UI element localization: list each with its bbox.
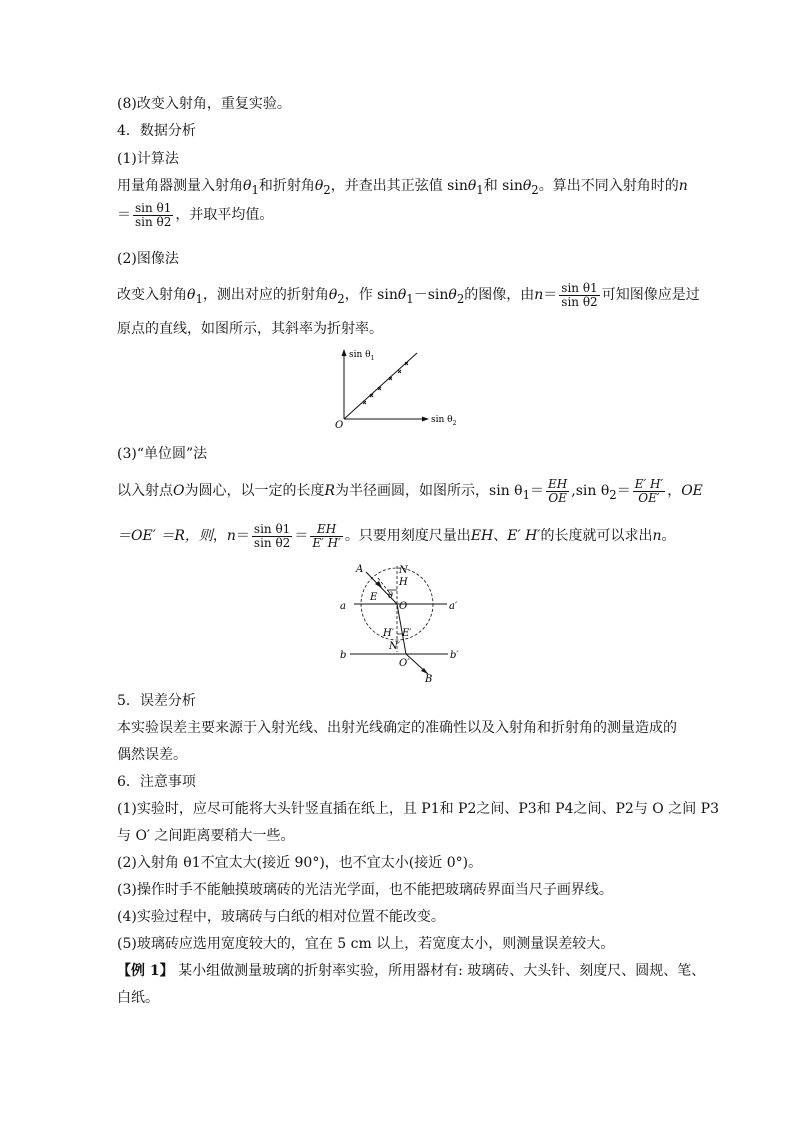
text: 和折射角 <box>258 178 315 194</box>
y-axis-arrow <box>342 349 347 356</box>
label-a-point: A <box>356 564 364 575</box>
label-a-prime: a′ <box>449 601 458 612</box>
graph-method-title: (2)图像法 <box>117 251 179 267</box>
text: ,sin θ <box>571 483 610 499</box>
numerator: sin θ1 <box>253 521 291 536</box>
label-o: O <box>399 601 408 612</box>
equals-sign: ＝ <box>117 207 131 223</box>
label-b-prime: b′ <box>450 650 459 661</box>
section-6-title: 6．注意事项 <box>117 774 196 790</box>
text: ，并查出其正弦值 sin <box>330 178 468 194</box>
text: 的长度就可以求出 <box>540 528 653 544</box>
subscript: 2 <box>323 182 331 197</box>
equals-sign: ＝ <box>616 483 631 499</box>
theta-symbol: θ <box>522 178 532 194</box>
subscript: 1 <box>195 291 203 306</box>
theta-symbol: θ <box>314 178 324 194</box>
text: ＝OE′ ＝R，则 <box>117 528 213 544</box>
period: 。 <box>661 528 676 544</box>
r-symbol: R <box>324 483 336 499</box>
label-b-point: B <box>425 674 433 685</box>
n-symbol: n <box>678 178 688 194</box>
text: 。只要用刻度尺量出 <box>344 528 471 544</box>
subscript: 1 <box>476 182 484 197</box>
text: 的图像，由 <box>464 287 535 303</box>
eh-over-ephp-fraction <box>310 523 343 550</box>
equals-sign: ＝ <box>294 528 309 544</box>
ephp-over-oep-fraction <box>633 478 666 505</box>
label-e-prime: E′ <box>402 628 412 639</box>
label-n-prime: N′ <box>389 641 401 652</box>
example-1-line-1 <box>117 960 706 982</box>
subscript: 1 <box>406 291 414 306</box>
text: 改变入射角 <box>117 287 187 303</box>
origin-label: O <box>335 420 344 431</box>
error-analysis-line-2: 偶然误差。 <box>117 747 187 763</box>
denominator: sin θ2 <box>561 294 598 309</box>
subscript: 1 <box>251 182 259 197</box>
x-axis-label: $\sin \theta_2$ <box>431 415 457 427</box>
text: ，作 sin <box>344 287 398 303</box>
numerator: sin θ1 <box>135 200 172 215</box>
equals-sign: ＝ <box>543 287 558 303</box>
sine-ratio-fraction <box>559 282 599 309</box>
text: 为圆心，以一定的长度 <box>184 483 325 499</box>
note-5: (5)玻璃砖应选用宽度较大的，宜在 5 cm 以上，若宽度太小，则测量误差较大。 <box>117 936 615 952</box>
example-label: 【例 1】 <box>117 963 174 979</box>
eh-symbol: EH <box>470 528 494 544</box>
label-e: E <box>370 592 378 603</box>
note-3: (3)操作时手不能触摸玻璃砖的光洁光学面，也不能把玻璃砖界面当尺子画界线。 <box>117 882 613 898</box>
label-b-line: b <box>340 650 347 661</box>
note-4: (4)实验过程中，玻璃砖与白纸的相对位置不能改变。 <box>117 909 445 925</box>
sine-ratio-fraction <box>252 523 292 550</box>
text: 用量角器测量入射角 <box>117 178 243 194</box>
subscript: 2 <box>337 291 345 306</box>
theta-symbol: θ <box>328 287 338 303</box>
graph-method-line-2: 原点的直线，如图所示，其斜率为折射率。 <box>117 321 383 337</box>
subscript: 1 <box>522 487 531 502</box>
calc-method-line-1 <box>117 175 688 201</box>
text: ， <box>212 528 227 544</box>
section-4-title: 4．数据分析 <box>117 123 196 139</box>
unit-circle-title: (3)“单位圆”法 <box>117 446 208 462</box>
text: 某小组做测量玻璃的折射率实验，所用器材有: 玻璃砖、大头针、刻度尺、圆规、笔、 <box>173 963 706 979</box>
label-h-prime: H′ <box>383 628 394 639</box>
equals-sign: ＝ <box>530 483 545 499</box>
label-o-prime: O′ <box>399 658 410 669</box>
step-8: (8)改变入射角，重复实验。 <box>117 96 291 112</box>
numerator: E′ H′ <box>634 476 664 491</box>
data-points <box>363 362 408 404</box>
data-point <box>398 370 401 373</box>
n-symbol: n <box>652 528 662 544</box>
theta-symbol: θ <box>467 178 477 194</box>
denominator: sin θ2 <box>135 214 172 229</box>
graph-method-line-1 <box>117 280 700 314</box>
denominator: sin θ2 <box>253 535 291 550</box>
text: 可知图像应是过 <box>601 287 700 303</box>
text: 。算出不同入射角时的 <box>538 178 679 194</box>
n-symbol: n <box>226 528 236 544</box>
unit-circle-line-1 <box>117 476 703 510</box>
text: 为半径画圆，如图所示，sin θ <box>335 483 523 499</box>
theta-symbol: θ <box>243 178 252 194</box>
numerator: EH <box>310 523 343 537</box>
calc-method-title: (1)计算法 <box>117 151 179 167</box>
subscript: 2 <box>531 182 539 197</box>
subscript: 2 <box>456 291 465 306</box>
eh-over-oe-fraction <box>546 478 569 505</box>
label-n: N <box>399 565 408 576</box>
theta-symbol: θ <box>397 287 407 303</box>
denominator: OE <box>548 490 567 505</box>
note-1-line-2: 与 O′ 之间距离要稍大一些。 <box>117 828 295 844</box>
data-point <box>363 401 366 404</box>
error-analysis-line-1: 本实验误差主要来源于入射光线、出射光线确定的准确性以及入射角和折射角的测量造成的 <box>117 720 677 736</box>
n-symbol: n <box>534 287 544 303</box>
label-a-line: a <box>340 601 346 612</box>
text: 以入射点 <box>117 483 173 499</box>
x-axis-arrow <box>422 417 429 422</box>
theta-symbol: θ <box>187 287 196 303</box>
numerator: EH <box>548 476 568 491</box>
y-axis-label: $\sin \theta_1$ <box>349 350 375 362</box>
label-h: H <box>399 577 408 588</box>
numerator: sin θ1 <box>561 280 598 295</box>
label-theta: θ <box>388 591 393 600</box>
figure-labels <box>340 564 459 685</box>
oe-symbol: OE <box>681 483 703 499</box>
denominator: E′ H′ <box>312 535 341 550</box>
note-2: (2)入射角 θ1不宜太大(接近 90°)，也不宜太小(接近 0°)。 <box>117 855 483 871</box>
text: ，并取平均值。 <box>175 207 274 223</box>
section-5-title: 5．误差分析 <box>117 693 196 709</box>
unit-circle-figure <box>330 558 470 686</box>
text: －sin <box>413 287 449 303</box>
theta-symbol: θ <box>448 287 457 303</box>
separator: 、 <box>493 528 508 544</box>
subscript: 2 <box>609 487 617 502</box>
text: 和 sin <box>483 178 523 194</box>
sine-ratio-fraction <box>133 202 173 229</box>
text: ， <box>667 483 682 499</box>
calc-method-line-2 <box>117 200 682 230</box>
example-1-line-2: 白纸。 <box>117 990 159 1006</box>
note-1-line-1: (1)实验时，应尽可能将大头针竖直插在纸上，且 P1和 P2之间、P3和 P4之间、P2与 O 之间 P3 <box>117 801 719 817</box>
o-symbol: O <box>173 483 185 499</box>
denominator: OE′ <box>638 490 660 505</box>
text: ，测出对应的折射角 <box>202 287 329 303</box>
ephp-symbol: E′ H′ <box>507 528 541 544</box>
equals-sign: ＝ <box>235 528 250 544</box>
unit-circle-line-2 <box>117 521 682 551</box>
sine-graph-figure <box>330 345 470 435</box>
